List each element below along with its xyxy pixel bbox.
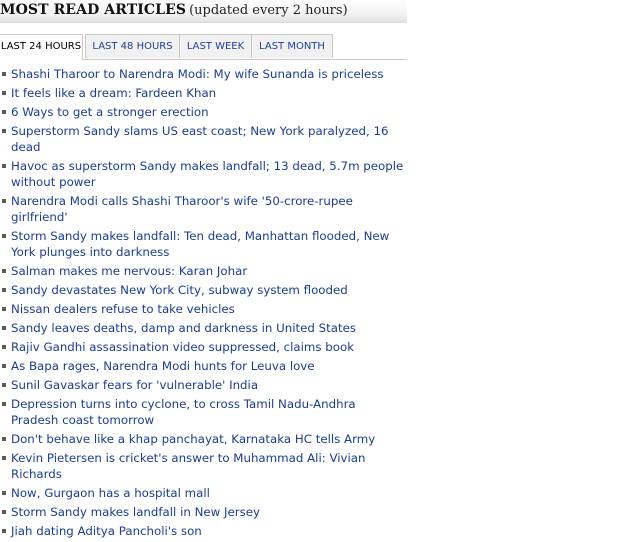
tab-last-month[interactable]: LAST MONTH (251, 34, 333, 58)
bullet-icon (2, 234, 6, 238)
bullet-icon (2, 307, 6, 311)
list-item (0, 85, 405, 104)
bullet-icon (2, 456, 6, 460)
bullet-icon (2, 437, 6, 441)
article-link[interactable]: Narendra Modi calls Shashi Tharoor's wife '50-crore-rupee girlfriend' (11, 194, 353, 224)
list-item (0, 450, 405, 485)
bullet-icon (2, 129, 6, 133)
bullet-icon (2, 364, 6, 368)
list-item (0, 339, 405, 358)
tab-last-48-hours[interactable]: LAST 48 HOURS (85, 34, 180, 58)
list-item (0, 123, 405, 158)
list-item (0, 282, 405, 301)
article-link[interactable]: 6 Ways to get a stronger erection (11, 105, 209, 119)
article-link[interactable]: Superstorm Sandy slams US east coast; New York paralyzed, 16 dead (11, 124, 389, 154)
article-link[interactable]: Storm Sandy makes landfall in New Jersey (11, 505, 261, 519)
bullet-icon (2, 529, 6, 533)
article-link[interactable]: Now, Gurgaon has a hospital mall (11, 486, 210, 500)
list-item (0, 377, 405, 396)
article-link[interactable]: Havoc as superstorm Sandy makes landfall; 13 dead, 5.7m people without power (11, 159, 404, 189)
article-link[interactable]: Depression turns into cyclone, to cross Tamil Nadu-Andhra Pradesh coast tomorrow (11, 397, 356, 427)
bullet-icon (2, 199, 6, 203)
article-link[interactable]: Kevin Pietersen is cricket's answer to Muhammad Ali: Vivian Richards (11, 451, 366, 481)
article-link[interactable]: Jiah dating Aditya Pancholi's son (11, 524, 202, 538)
list-item (0, 504, 405, 523)
article-link[interactable]: Nissan dealers refuse to take vehicles (11, 302, 235, 316)
article-link[interactable]: Storm Sandy makes landfall: Ten dead, Manhattan flooded, New York plunges into darkness (11, 229, 390, 259)
article-link[interactable]: Salman makes me nervous: Karan Johar (11, 264, 248, 278)
bullet-icon (2, 164, 6, 168)
tab-last-24-hours[interactable]: LAST 24 HOURS (0, 34, 83, 60)
widget-title: MOST READ ARTICLES (0, 2, 187, 18)
list-item (0, 358, 405, 377)
article-link[interactable]: Rajiv Gandhi assassination video suppressed, claims book (11, 340, 355, 354)
bullet-icon (2, 110, 6, 114)
list-item (0, 320, 405, 339)
list-item (0, 104, 405, 123)
bullet-icon (2, 491, 6, 495)
list-item (0, 193, 405, 228)
article-link[interactable]: Sandy devastates New York City, subway system flooded (11, 283, 348, 297)
article-link[interactable]: Sunil Gavaskar fears for 'vulnerable' India (11, 378, 259, 392)
article-list (0, 66, 405, 542)
list-item (0, 301, 405, 320)
bullet-icon (2, 326, 6, 330)
list-item (0, 485, 405, 504)
list-item (0, 431, 405, 450)
bullet-icon (2, 288, 6, 292)
list-item (0, 396, 405, 431)
widget-subtitle: (updated every 2 hours) (189, 3, 348, 18)
article-link[interactable]: As Bapa rages, Narendra Modi hunts for Leuva love (11, 359, 315, 373)
list-item (0, 523, 405, 542)
article-link[interactable]: Shashi Tharoor to Narendra Modi: My wife Sunanda is priceless (11, 67, 384, 81)
list-item (0, 66, 405, 85)
article-link[interactable]: Don't behave like a khap panchayat, Karnataka HC tells Army (11, 432, 376, 446)
article-link[interactable]: It feels like a dream: Fardeen Khan (11, 86, 217, 100)
bullet-icon (2, 510, 6, 514)
bullet-icon (2, 269, 6, 273)
bullet-icon (2, 72, 6, 76)
article-link[interactable]: Sandy leaves deaths, damp and darkness in United States (11, 321, 356, 335)
bullet-icon (2, 345, 6, 349)
bullet-icon (2, 402, 6, 406)
time-range-tabs (0, 34, 407, 60)
list-item (0, 263, 405, 282)
bullet-icon (2, 91, 6, 95)
list-item (0, 228, 405, 263)
tab-last-week[interactable]: LAST WEEK (179, 34, 252, 58)
widget-header (0, 0, 407, 23)
list-item (0, 158, 405, 193)
bullet-icon (2, 383, 6, 387)
